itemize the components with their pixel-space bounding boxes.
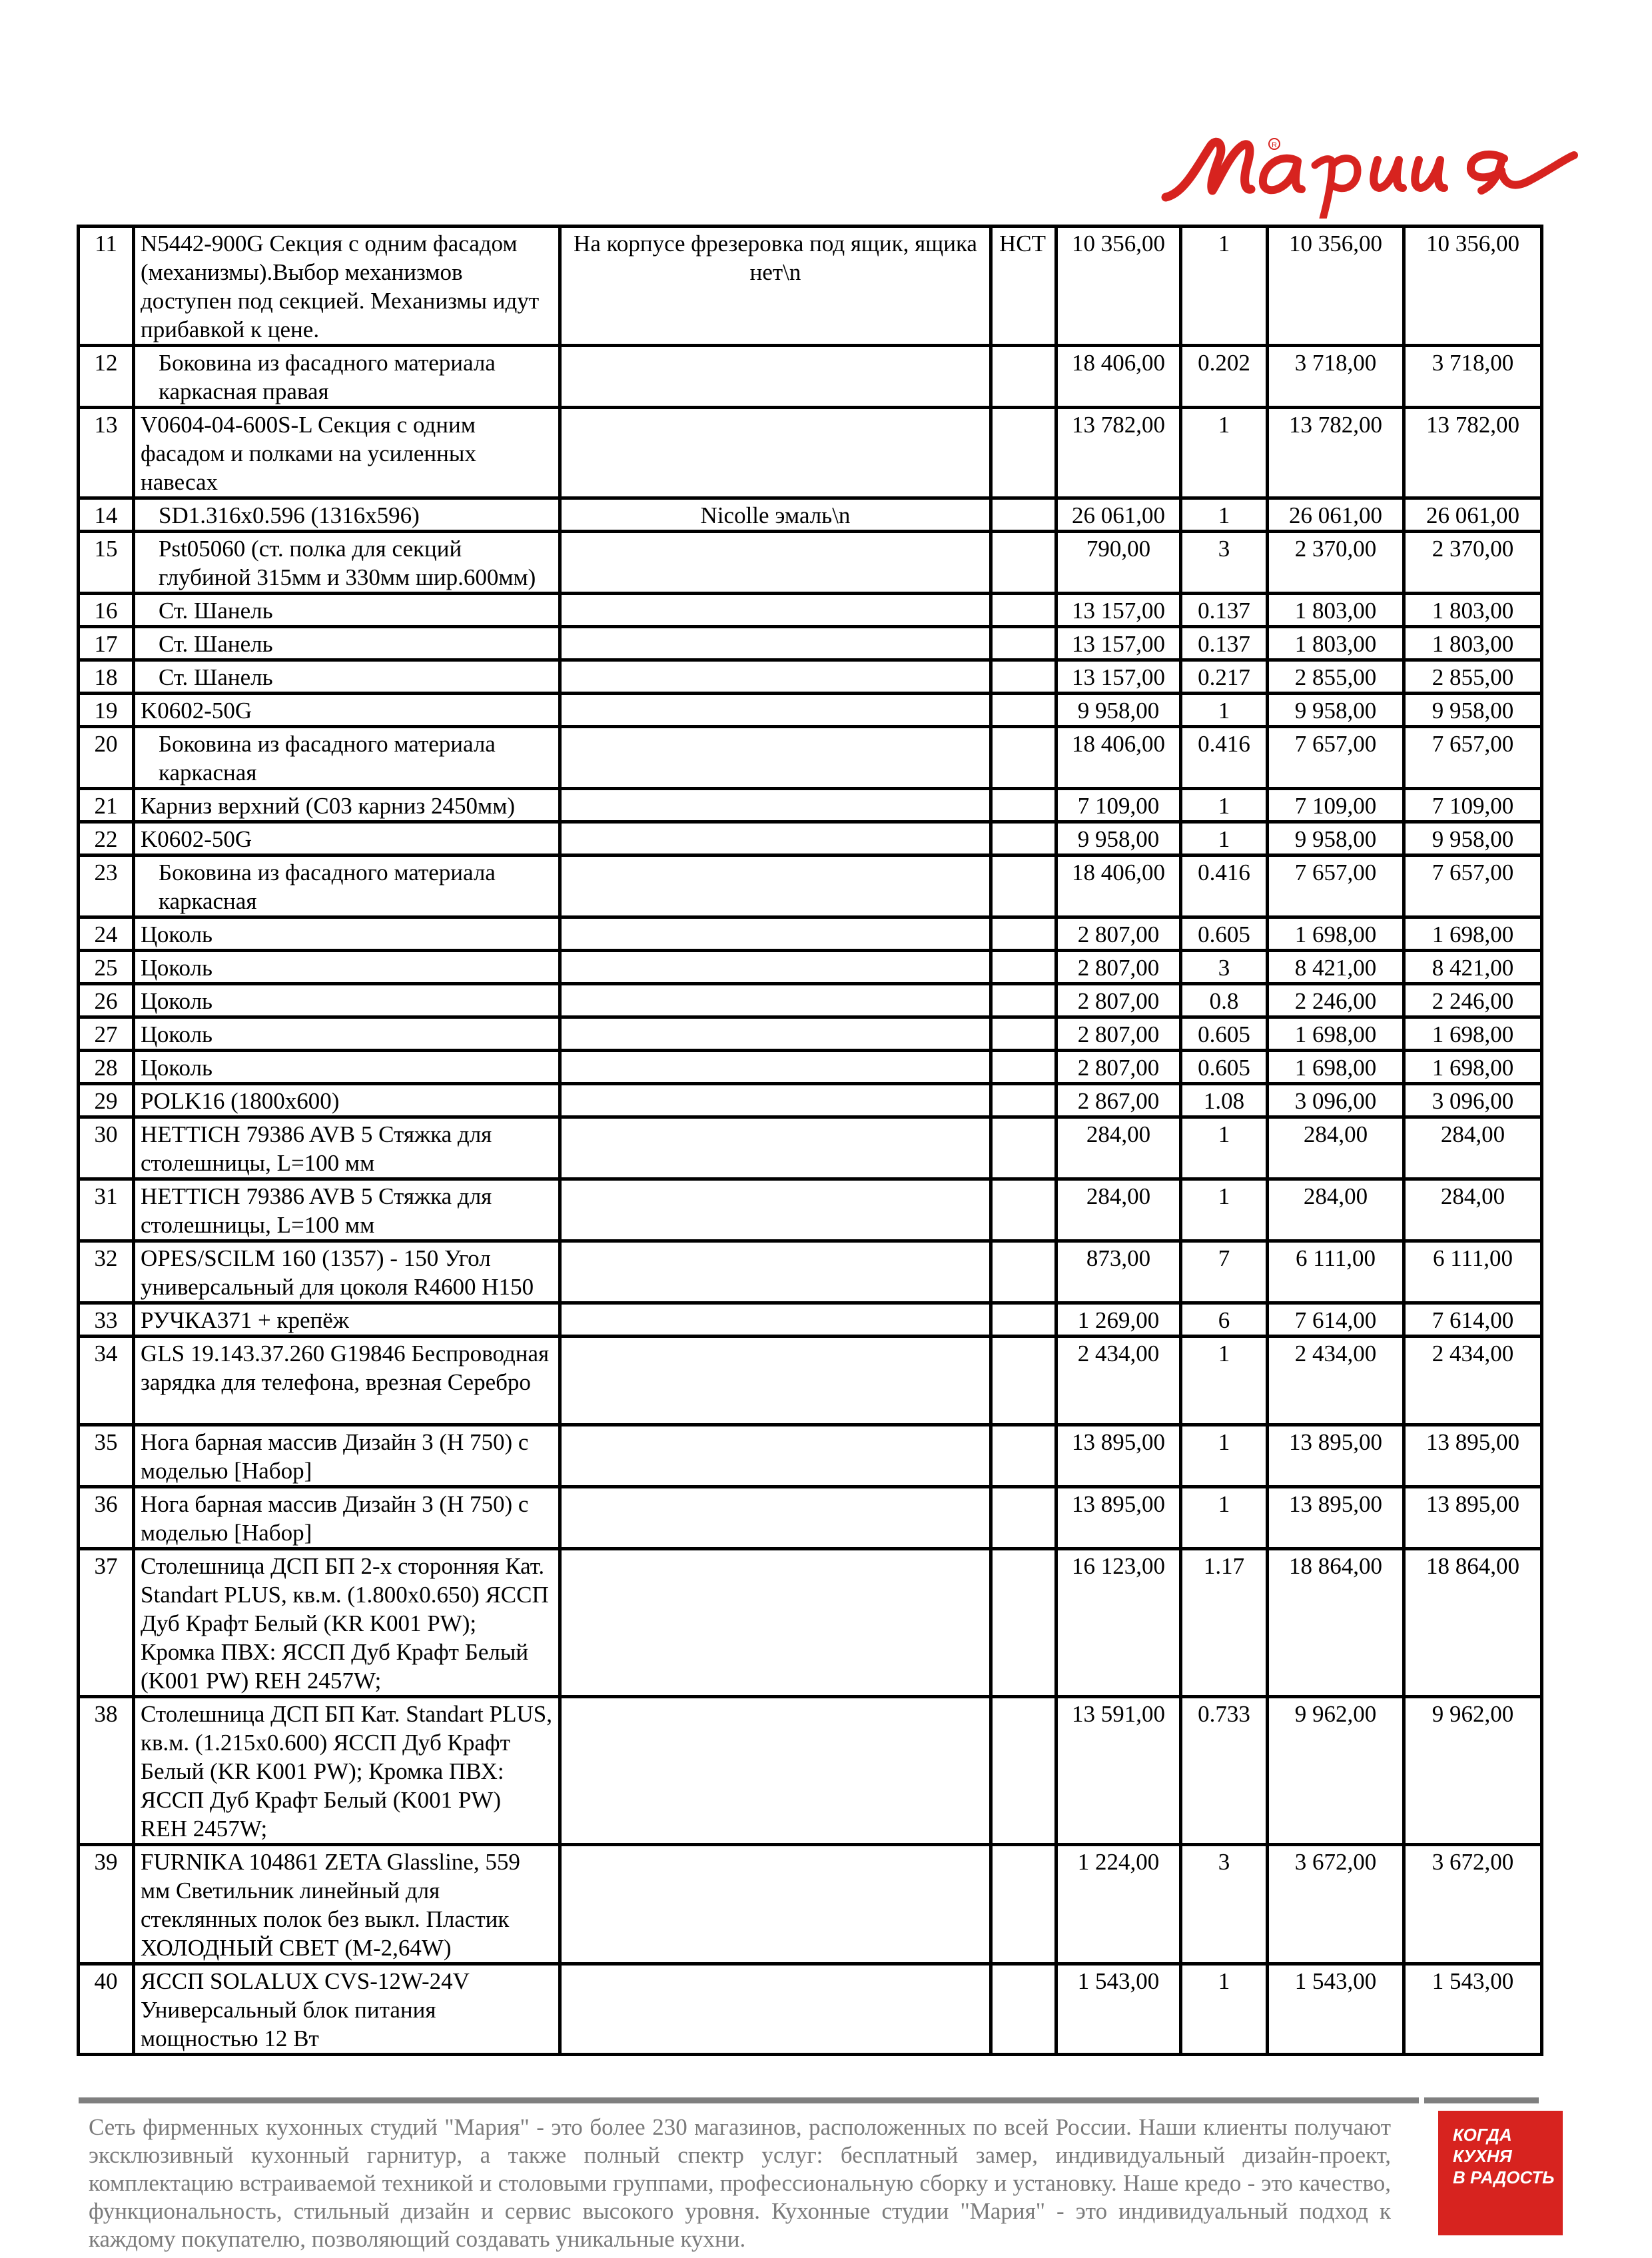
item-sum: 18 864,00 [1268, 1549, 1404, 1697]
row-number: 21 [79, 789, 134, 822]
table-row [79, 532, 1542, 594]
item-price: 16 123,00 [1056, 1549, 1181, 1697]
table-row [79, 1303, 1542, 1337]
table-row [79, 822, 1542, 855]
svg-text:R: R [1272, 141, 1277, 149]
item-price: 1 224,00 [1056, 1845, 1181, 1964]
item-note [560, 789, 991, 822]
item-unit [991, 1425, 1056, 1487]
item-unit [991, 1337, 1056, 1425]
item-total: 2 370,00 [1404, 532, 1542, 594]
table-row [79, 1051, 1542, 1084]
specification-table [77, 225, 1543, 2056]
item-unit [991, 917, 1056, 951]
item-name: OPES/SCILM 160 (1357) - 150 Угол универсальный для цоколя R4600 H150 [134, 1241, 560, 1303]
item-quantity: 1 [1181, 1487, 1268, 1549]
item-name: SD1.316x0.596 (1316x596) [134, 498, 560, 532]
item-name: N5442-900G Секция с одним фасадом (механизмы).Выбор механизмов доступен под секцией. Механизмы идут прибавкой к цене. [134, 227, 560, 346]
row-number: 30 [79, 1117, 134, 1179]
item-quantity: 6 [1181, 1303, 1268, 1337]
row-number: 33 [79, 1303, 134, 1337]
item-note [560, 1425, 991, 1487]
item-total: 18 864,00 [1404, 1549, 1542, 1697]
item-quantity: 0.137 [1181, 594, 1268, 627]
item-price: 13 591,00 [1056, 1697, 1181, 1845]
item-quantity: 1 [1181, 1337, 1268, 1425]
table-row [79, 727, 1542, 789]
item-name: Цоколь [134, 951, 560, 984]
item-unit: НСТ [991, 227, 1056, 346]
table-row [79, 1487, 1542, 1549]
table-row [79, 627, 1542, 660]
item-name: Pst05060 (ст. полка для секций глубиной 315мм и 330мм шир.600мм) [134, 532, 560, 594]
item-price: 790,00 [1056, 532, 1181, 594]
item-total: 8 421,00 [1404, 951, 1542, 984]
item-sum: 9 958,00 [1268, 822, 1404, 855]
item-total: 9 962,00 [1404, 1697, 1542, 1845]
item-unit [991, 694, 1056, 727]
item-name: POLK16 (1800x600) [134, 1084, 560, 1117]
item-price: 13 157,00 [1056, 594, 1181, 627]
item-price: 13 157,00 [1056, 627, 1181, 660]
item-price: 2 807,00 [1056, 984, 1181, 1017]
row-number: 27 [79, 1017, 134, 1051]
item-sum: 13 782,00 [1268, 408, 1404, 498]
row-number: 28 [79, 1051, 134, 1084]
item-note [560, 727, 991, 789]
row-number: 24 [79, 917, 134, 951]
item-quantity: 0.8 [1181, 984, 1268, 1017]
item-name: Цоколь [134, 1051, 560, 1084]
table-row [79, 1179, 1542, 1241]
item-sum: 1 698,00 [1268, 1017, 1404, 1051]
item-name: Боковина из фасадного материала каркасная [134, 727, 560, 789]
item-note [560, 1051, 991, 1084]
item-unit [991, 498, 1056, 532]
item-price: 26 061,00 [1056, 498, 1181, 532]
item-price: 1 269,00 [1056, 1303, 1181, 1337]
item-note [560, 532, 991, 594]
item-name: Боковина из фасадного материала каркасная правая [134, 346, 560, 408]
item-sum: 7 657,00 [1268, 727, 1404, 789]
slogan-line: В РАДОСТЬ [1453, 2167, 1555, 2187]
item-unit [991, 1487, 1056, 1549]
item-name: Карниз верхний (С03 карниз 2450мм) [134, 789, 560, 822]
item-quantity: 1 [1181, 822, 1268, 855]
item-price: 2 807,00 [1056, 917, 1181, 951]
table-row [79, 660, 1542, 694]
item-note [560, 1845, 991, 1964]
item-quantity: 1.17 [1181, 1549, 1268, 1697]
row-number: 23 [79, 855, 134, 917]
table-row [79, 789, 1542, 822]
item-unit [991, 594, 1056, 627]
item-unit [991, 1964, 1056, 2055]
item-price: 13 782,00 [1056, 408, 1181, 498]
item-total: 2 855,00 [1404, 660, 1542, 694]
table-row [79, 694, 1542, 727]
row-number: 13 [79, 408, 134, 498]
row-number: 11 [79, 227, 134, 346]
item-note [560, 1117, 991, 1179]
item-note [560, 1549, 991, 1697]
item-unit [991, 855, 1056, 917]
row-number: 20 [79, 727, 134, 789]
item-unit [991, 532, 1056, 594]
item-unit [991, 1845, 1056, 1964]
footer-divider-right [1424, 2097, 1539, 2103]
table-row [79, 984, 1542, 1017]
row-number: 25 [79, 951, 134, 984]
item-quantity: 1 [1181, 1117, 1268, 1179]
table-row [79, 855, 1542, 917]
item-total: 1 543,00 [1404, 1964, 1542, 2055]
item-quantity: 3 [1181, 1845, 1268, 1964]
item-quantity: 1 [1181, 227, 1268, 346]
item-price: 873,00 [1056, 1241, 1181, 1303]
item-name: РУЧКА371 + крепёж [134, 1303, 560, 1337]
company-description: Сеть фирменных кухонных студий "Мария" - это более 230 магазинов, расположенных по всей России. Наши клиенты получают эксклюзивный кухонный гарнитур, а также полный спектр услуг: бесплатный замер, индивидуальный дизайн-проект, комплектацию встраиваемой техникой и столовыми группами, профессиональную сборку и установку. Наше кредо - это качество, функциональность, стильный дизайн и сервис высокого уровня. Кухонные студии "Мария" - это индивидуальный подход к каждому покупателю, позволяющий создавать уникальные кухни. [89, 2114, 1391, 2252]
slogan-badge [1438, 2111, 1563, 2235]
item-sum: 3 096,00 [1268, 1084, 1404, 1117]
table-row [79, 1017, 1542, 1051]
item-price: 9 958,00 [1056, 822, 1181, 855]
row-number: 32 [79, 1241, 134, 1303]
row-number: 34 [79, 1337, 134, 1425]
item-price: 2 807,00 [1056, 1051, 1181, 1084]
item-sum: 2 246,00 [1268, 984, 1404, 1017]
item-note [560, 1084, 991, 1117]
item-note [560, 951, 991, 984]
item-note: Nicolle эмаль\n [560, 498, 991, 532]
item-total: 7 614,00 [1404, 1303, 1542, 1337]
item-price: 13 895,00 [1056, 1425, 1181, 1487]
item-quantity: 0.733 [1181, 1697, 1268, 1845]
item-quantity: 1 [1181, 408, 1268, 498]
item-unit [991, 408, 1056, 498]
item-quantity: 1 [1181, 1425, 1268, 1487]
item-name: V0604-04-600S-L Секция с одним фасадом и полками на усиленных навесах [134, 408, 560, 498]
table-row [79, 1241, 1542, 1303]
row-number: 16 [79, 594, 134, 627]
item-total: 1 698,00 [1404, 1051, 1542, 1084]
item-total: 1 698,00 [1404, 917, 1542, 951]
row-number: 40 [79, 1964, 134, 2055]
item-name: GLS 19.143.37.260 G19846 Беспроводная зарядка для телефона, врезная Серебро [134, 1337, 560, 1425]
item-name: Ст. Шанель [134, 627, 560, 660]
item-note [560, 1303, 991, 1337]
item-quantity: 7 [1181, 1241, 1268, 1303]
item-name: Нога барная массив Дизайн 3 (Н 750) с моделью [Набор] [134, 1425, 560, 1487]
item-total: 1 803,00 [1404, 594, 1542, 627]
item-quantity: 0.416 [1181, 727, 1268, 789]
item-quantity: 1 [1181, 694, 1268, 727]
item-name: Цоколь [134, 1017, 560, 1051]
row-number: 14 [79, 498, 134, 532]
item-unit [991, 822, 1056, 855]
item-note [560, 660, 991, 694]
item-unit [991, 627, 1056, 660]
item-note [560, 1697, 991, 1845]
item-total: 7 657,00 [1404, 855, 1542, 917]
item-sum: 1 698,00 [1268, 917, 1404, 951]
item-price: 18 406,00 [1056, 855, 1181, 917]
item-sum: 8 421,00 [1268, 951, 1404, 984]
item-total: 1 698,00 [1404, 1017, 1542, 1051]
item-sum: 284,00 [1268, 1117, 1404, 1179]
item-total: 2 434,00 [1404, 1337, 1542, 1425]
item-price: 18 406,00 [1056, 346, 1181, 408]
item-note [560, 855, 991, 917]
item-note [560, 1487, 991, 1549]
item-unit [991, 1117, 1056, 1179]
table-row [79, 917, 1542, 951]
item-sum: 2 370,00 [1268, 532, 1404, 594]
row-number: 31 [79, 1179, 134, 1241]
item-note [560, 594, 991, 627]
item-sum: 1 803,00 [1268, 594, 1404, 627]
item-name: Ст. Шанель [134, 594, 560, 627]
row-number: 18 [79, 660, 134, 694]
item-total: 1 803,00 [1404, 627, 1542, 660]
item-name: Боковина из фасадного материала каркасная [134, 855, 560, 917]
table-row [79, 346, 1542, 408]
item-price: 2 434,00 [1056, 1337, 1181, 1425]
item-unit [991, 1241, 1056, 1303]
item-unit [991, 1697, 1056, 1845]
table-row [79, 1117, 1542, 1179]
row-number: 29 [79, 1084, 134, 1117]
item-note [560, 984, 991, 1017]
item-note [560, 1179, 991, 1241]
table-row [79, 1964, 1542, 2055]
item-unit [991, 1017, 1056, 1051]
item-total: 3 096,00 [1404, 1084, 1542, 1117]
item-total: 13 895,00 [1404, 1425, 1542, 1487]
item-sum: 2 855,00 [1268, 660, 1404, 694]
item-price: 13 895,00 [1056, 1487, 1181, 1549]
item-total: 9 958,00 [1404, 822, 1542, 855]
item-quantity: 1 [1181, 1179, 1268, 1241]
table-row [79, 594, 1542, 627]
item-name: FURNIKA 104861 ZETA Glassline, 559 мм Светильник линейный для стеклянных полок без выкл. Пластик ХОЛОДНЫЙ СВЕТ (М-2,64W) [134, 1845, 560, 1964]
table-row [79, 1425, 1542, 1487]
table-row [79, 1845, 1542, 1964]
row-number: 39 [79, 1845, 134, 1964]
item-note [560, 1017, 991, 1051]
item-note [560, 1964, 991, 2055]
item-sum: 9 958,00 [1268, 694, 1404, 727]
item-total: 13 895,00 [1404, 1487, 1542, 1549]
item-price: 2 807,00 [1056, 1017, 1181, 1051]
item-quantity: 1 [1181, 789, 1268, 822]
item-quantity: 1.08 [1181, 1084, 1268, 1117]
item-sum: 13 895,00 [1268, 1487, 1404, 1549]
item-quantity: 0.416 [1181, 855, 1268, 917]
item-sum: 284,00 [1268, 1179, 1404, 1241]
item-unit [991, 984, 1056, 1017]
item-unit [991, 1303, 1056, 1337]
item-unit [991, 346, 1056, 408]
row-number: 19 [79, 694, 134, 727]
item-quantity: 0.137 [1181, 627, 1268, 660]
item-sum: 2 434,00 [1268, 1337, 1404, 1425]
item-name: HETTICH 79386 AVB 5 Стяжка для столешницы, L=100 мм [134, 1179, 560, 1241]
item-quantity: 0.605 [1181, 1051, 1268, 1084]
item-unit [991, 1549, 1056, 1697]
item-sum: 1 698,00 [1268, 1051, 1404, 1084]
item-price: 9 958,00 [1056, 694, 1181, 727]
item-quantity: 0.605 [1181, 917, 1268, 951]
item-sum: 13 895,00 [1268, 1425, 1404, 1487]
item-sum: 7 614,00 [1268, 1303, 1404, 1337]
item-sum: 9 962,00 [1268, 1697, 1404, 1845]
item-note [560, 822, 991, 855]
item-sum: 1 543,00 [1268, 1964, 1404, 2055]
item-note [560, 627, 991, 660]
item-quantity: 0.217 [1181, 660, 1268, 694]
item-total: 9 958,00 [1404, 694, 1542, 727]
item-total: 3 718,00 [1404, 346, 1542, 408]
brand-logo [1158, 119, 1584, 219]
item-note [560, 346, 991, 408]
item-name: Цоколь [134, 917, 560, 951]
row-number: 17 [79, 627, 134, 660]
item-sum: 7 109,00 [1268, 789, 1404, 822]
item-name: Цоколь [134, 984, 560, 1017]
item-note [560, 1241, 991, 1303]
table-row [79, 1337, 1542, 1425]
row-number: 26 [79, 984, 134, 1017]
item-quantity: 1 [1181, 498, 1268, 532]
item-price: 18 406,00 [1056, 727, 1181, 789]
item-sum: 6 111,00 [1268, 1241, 1404, 1303]
item-total: 10 356,00 [1404, 227, 1542, 346]
item-sum: 1 803,00 [1268, 627, 1404, 660]
item-price: 1 543,00 [1056, 1964, 1181, 2055]
item-total: 13 782,00 [1404, 408, 1542, 498]
item-sum: 10 356,00 [1268, 227, 1404, 346]
item-quantity: 3 [1181, 951, 1268, 984]
table-row [79, 951, 1542, 984]
item-sum: 26 061,00 [1268, 498, 1404, 532]
table-row [79, 498, 1542, 532]
row-number: 35 [79, 1425, 134, 1487]
item-total: 3 672,00 [1404, 1845, 1542, 1964]
item-name: K0602-50G [134, 822, 560, 855]
slogan-line: КУХНЯ [1453, 2146, 1512, 2166]
item-name: Столешница ДСП БП 2-х сторонняя Кат. Standart PLUS, кв.м. (1.800x0.650) ЯССП Дуб Крафт Белый (KR K001 PW); Кромка ПВХ: ЯССП Дуб Крафт Белый (K001 PW) REH 2457W; [134, 1549, 560, 1697]
item-total: 26 061,00 [1404, 498, 1542, 532]
item-unit [991, 1179, 1056, 1241]
item-sum: 3 672,00 [1268, 1845, 1404, 1964]
item-unit [991, 727, 1056, 789]
item-name: Нога барная массив Дизайн 3 (Н 750) с моделью [Набор] [134, 1487, 560, 1549]
row-number: 36 [79, 1487, 134, 1549]
item-name: HETTICH 79386 AVB 5 Стяжка для столешницы, L=100 мм [134, 1117, 560, 1179]
item-total: 284,00 [1404, 1117, 1542, 1179]
item-price: 7 109,00 [1056, 789, 1181, 822]
item-total: 6 111,00 [1404, 1241, 1542, 1303]
item-total: 7 109,00 [1404, 789, 1542, 822]
item-unit [991, 1051, 1056, 1084]
footer-divider [79, 2097, 1419, 2103]
item-note [560, 408, 991, 498]
item-note [560, 1337, 991, 1425]
item-unit [991, 951, 1056, 984]
item-unit [991, 660, 1056, 694]
table-row [79, 227, 1542, 346]
item-name: K0602-50G [134, 694, 560, 727]
table-row [79, 408, 1542, 498]
row-number: 22 [79, 822, 134, 855]
row-number: 37 [79, 1549, 134, 1697]
item-total: 7 657,00 [1404, 727, 1542, 789]
row-number: 15 [79, 532, 134, 594]
item-quantity: 0.605 [1181, 1017, 1268, 1051]
item-note [560, 694, 991, 727]
item-total: 284,00 [1404, 1179, 1542, 1241]
item-price: 13 157,00 [1056, 660, 1181, 694]
row-number: 38 [79, 1697, 134, 1845]
item-quantity: 0.202 [1181, 346, 1268, 408]
item-sum: 7 657,00 [1268, 855, 1404, 917]
item-quantity: 1 [1181, 1964, 1268, 2055]
table-row [79, 1697, 1542, 1845]
item-name: Ст. Шанель [134, 660, 560, 694]
item-quantity: 3 [1181, 532, 1268, 594]
slogan-line: КОГДА [1453, 2125, 1512, 2145]
item-unit [991, 1084, 1056, 1117]
item-name: Столешница ДСП БП Кат. Standart PLUS, кв.м. (1.215x0.600) ЯССП Дуб Крафт Белый (KR K001 PW); Кромка ПВХ: ЯССП Дуб Крафт Белый (K001 PW) REH 2457W; [134, 1697, 560, 1845]
item-price: 2 867,00 [1056, 1084, 1181, 1117]
item-price: 284,00 [1056, 1117, 1181, 1179]
item-sum: 3 718,00 [1268, 346, 1404, 408]
item-name: ЯССП SOLALUX CVS-12W-24V Универсальный блок питания мощностью 12 Вт [134, 1964, 560, 2055]
item-note: На корпусе фрезеровка под ящик, ящика нет\n [560, 227, 991, 346]
item-note [560, 917, 991, 951]
item-total: 2 246,00 [1404, 984, 1542, 1017]
row-number: 12 [79, 346, 134, 408]
item-price: 284,00 [1056, 1179, 1181, 1241]
table-row [79, 1549, 1542, 1697]
table-row [79, 1084, 1542, 1117]
item-unit [991, 789, 1056, 822]
item-price: 2 807,00 [1056, 951, 1181, 984]
item-price: 10 356,00 [1056, 227, 1181, 346]
